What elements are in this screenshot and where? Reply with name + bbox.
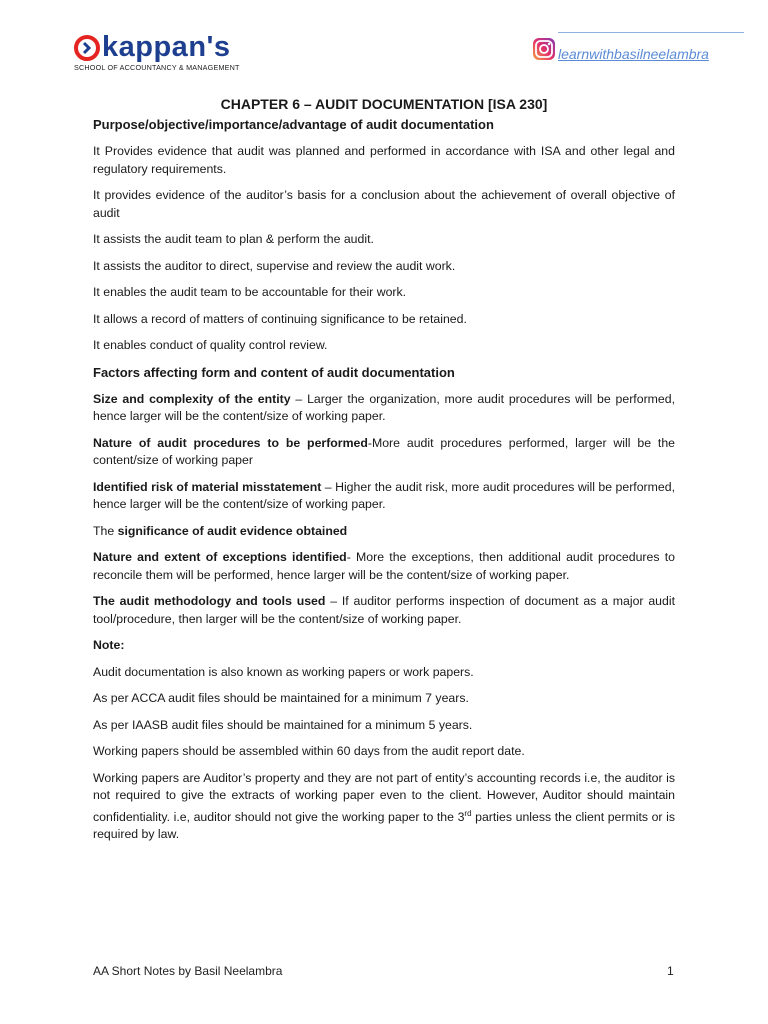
- section-heading-factors: Factors affecting form and content of audit documentation: [93, 364, 455, 380]
- kappans-logo-icon: [74, 35, 100, 61]
- factor-item: [93, 523, 675, 541]
- instagram-link[interactable]: [530, 30, 746, 72]
- factor-item: [93, 549, 675, 584]
- factor-text: - More the exceptions, then additional audit procedures to reconcile them will be performed, hence larger will be the content/size of working paper.: [93, 550, 675, 582]
- factor-prefix: The: [93, 523, 118, 538]
- factor-title: significance of audit evidence obtained: [117, 523, 348, 538]
- note-heading: [93, 637, 675, 655]
- note-item: As per ACCA audit files should be maintained for a minimum 7 years.: [93, 691, 469, 705]
- instagram-handle[interactable]: learnwithbasilneelambra: [558, 46, 709, 62]
- note-item: Audit documentation is also known as working papers or work papers.: [93, 664, 474, 679]
- note-heading-text: Note:: [93, 638, 125, 652]
- factor-item: [93, 435, 675, 470]
- purpose-item: It enables the audit team to be accountable for their work.: [93, 285, 407, 299]
- note-final-superscript: rd: [464, 808, 472, 818]
- factor-item: [93, 391, 675, 426]
- note-final-paragraph: [93, 770, 675, 844]
- factor-text: – If auditor performs inspection of document as a major audit tool/procedure, then larger will be the content/size of working paper.: [93, 594, 675, 626]
- purpose-item: It enables conduct of quality control review.: [93, 338, 328, 352]
- purpose-item: It allows a record of matters of continuing significance to be retained.: [93, 311, 467, 326]
- document-body: [93, 116, 675, 853]
- factor-title: Size and complexity of the entity: [93, 391, 291, 406]
- footer-author: AA Short Notes by Basil Neelambra: [93, 964, 283, 978]
- factor-title: The audit methodology and tools used: [93, 594, 326, 608]
- logo-tagline: SCHOOL OF ACCOUNTANCY & MANAGEMENT: [74, 63, 240, 72]
- note-item: As per IAASB audit files should be maintained for a minimum 5 years.: [93, 717, 473, 732]
- kappans-logo: [74, 32, 274, 76]
- factor-text: -More audit procedures performed, larger will be the content/size of working paper: [93, 435, 675, 467]
- page-number: 1: [667, 964, 674, 978]
- header-rule: [558, 32, 744, 33]
- factor-title: Nature and extent of exceptions identified: [93, 550, 347, 564]
- factor-text: – Higher the audit risk, more audit procedures will be performed, hence larger will be the content/size of working paper.: [93, 479, 675, 511]
- logo-name: kappan's: [102, 31, 231, 63]
- factor-title: Identified risk of material misstatement: [93, 479, 322, 494]
- factor-item: [93, 593, 675, 628]
- section-heading-purpose: Purpose/objective/importance/advantage of audit documentation: [93, 117, 494, 132]
- factor-item: [93, 479, 675, 514]
- purpose-item: It assists the auditor to direct, supervise and review the audit work.: [93, 258, 456, 273]
- purpose-item: It provides evidence of the auditor’s basis for a conclusion about the achievement of overall objective of audit: [93, 188, 675, 220]
- chapter-title: CHAPTER 6 – AUDIT DOCUMENTATION [ISA 230]: [220, 96, 548, 112]
- instagram-icon: [532, 37, 556, 61]
- note-item: Working papers should be assembled within 60 days from the audit report date.: [93, 744, 525, 758]
- note-final-text-b: parties unless the client permits or is required by law.: [93, 809, 675, 842]
- purpose-item: It Provides evidence that audit was planned and performed in accordance with ISA and other legal and regulatory requirements.: [93, 144, 675, 176]
- factor-title: Nature of audit procedures to be performed: [93, 435, 368, 450]
- note-final-text-a: Working papers are Auditor’s property and they are not part of entity’s accounting records i.e, the auditor is not required to give the extracts of working paper even to the client. However, Auditor should maintain confidentiality. i.e, auditor should not give the working paper to the 3: [93, 770, 675, 824]
- factor-text: – Larger the organization, more audit procedures will be performed, hence larger will be the content/size of working paper.: [93, 391, 675, 423]
- purpose-item: It assists the audit team to plan & perform the audit.: [93, 232, 374, 246]
